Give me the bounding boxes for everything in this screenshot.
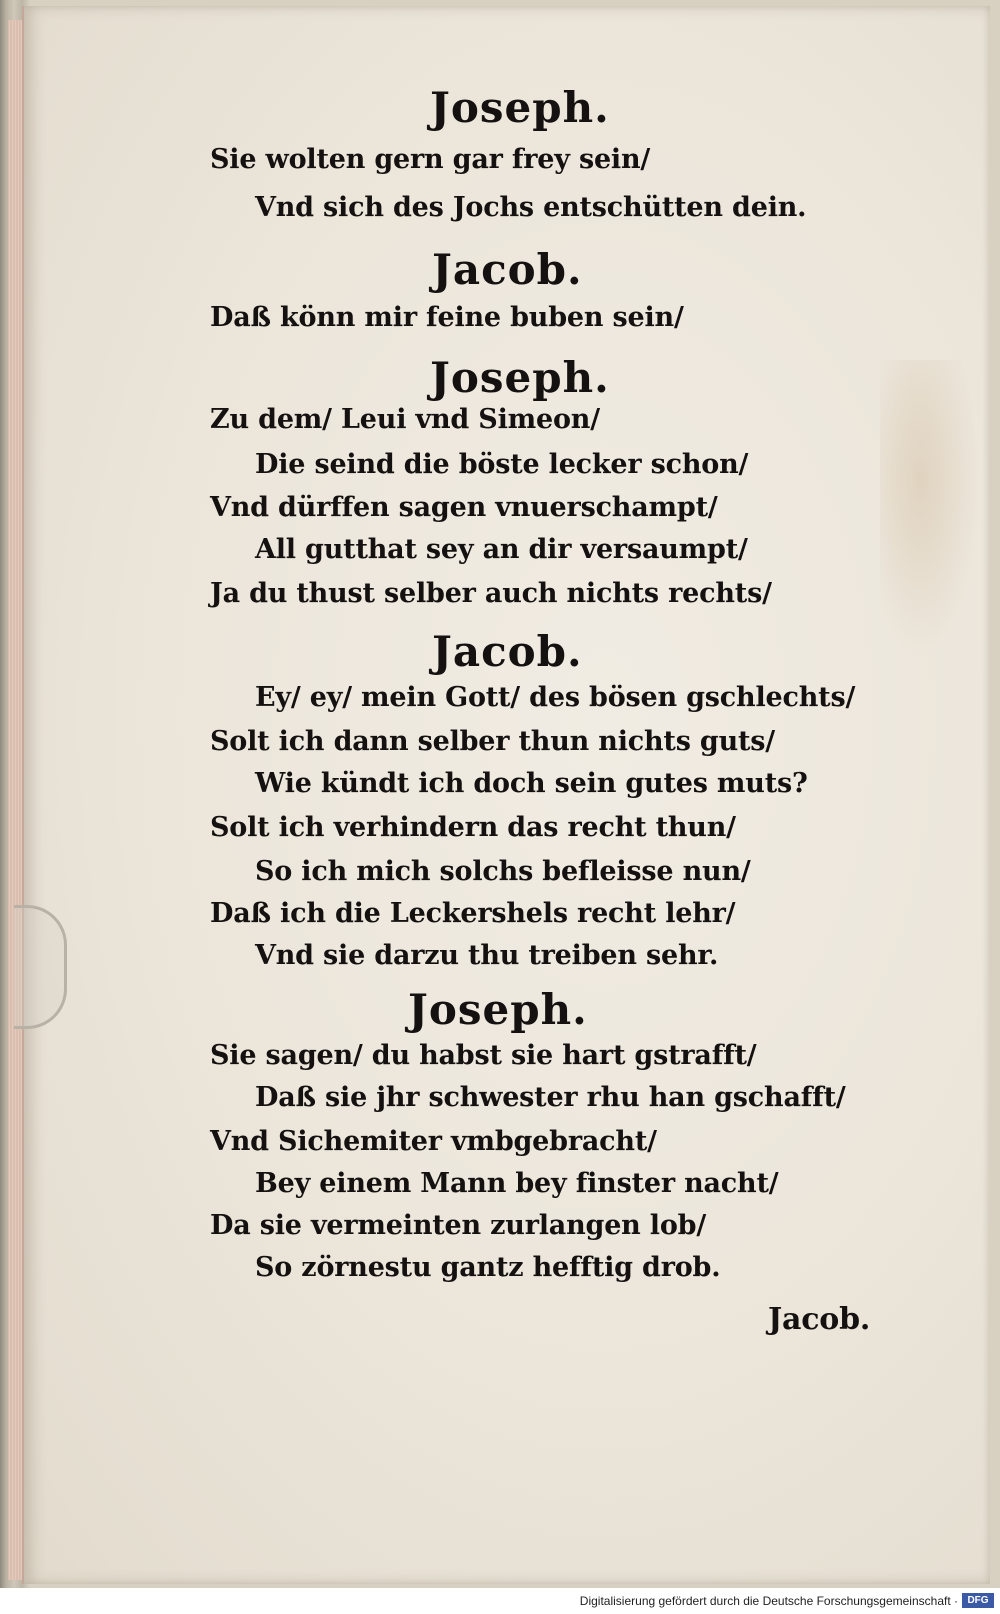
verse-line: Zu dem/ Leui vnd Simeon/: [210, 404, 600, 435]
catchword: Jacob.: [768, 1302, 871, 1337]
verse-line: Vnd dürffen sagen vnuerschampt/: [210, 492, 718, 523]
funding-credit: Digitalisierung gefördert durch die Deutsche Forschungsgemeinschaft ·: [579, 1594, 958, 1608]
verse-line: Solt ich verhindern das recht thun/: [210, 812, 736, 843]
verse-line: So ich mich solchs befleisse nun/: [255, 856, 751, 887]
verse-line: All gutthat sey an dir versaumpt/: [255, 534, 748, 565]
speaker-heading: Jacob.: [432, 627, 583, 676]
speaker-heading: Joseph.: [430, 83, 610, 132]
speaker-heading: Joseph.: [430, 353, 610, 402]
verse-line: Daß könn mir feine buben sein/: [210, 302, 684, 333]
verse-line: Sie wolten gern gar frey sein/: [210, 144, 651, 175]
verse-line: Ey/ ey/ mein Gott/ des bösen gschlechts/: [255, 682, 856, 713]
verse-line: Ja du thust selber auch nichts rechts/: [210, 578, 772, 609]
verse-line: So zörnestu gantz hefftig drob.: [255, 1252, 721, 1283]
verse-line: Sie sagen/ du habst sie hart gstrafft/: [210, 1040, 757, 1071]
verse-line: Da sie vermeinten zurlangen lob/: [210, 1210, 707, 1241]
verse-line: Bey einem Mann bey finster nacht/: [255, 1168, 779, 1199]
verse-line: Solt ich dann selber thun nichts guts/: [210, 726, 775, 757]
verse-line: Die seind die böste lecker schon/: [255, 449, 749, 480]
verse-line: Daß sie jhr schwester rhu han gschafft/: [255, 1082, 846, 1113]
verse-line: Vnd sie darzu thu treiben sehr.: [255, 940, 719, 971]
digitization-footer: [0, 1588, 1000, 1614]
dfg-logo-icon: DFG: [962, 1593, 994, 1608]
speaker-heading: Jacob.: [432, 245, 583, 294]
speaker-heading: Joseph.: [408, 985, 588, 1034]
verse-line: Wie kündt ich doch sein gutes muts?: [255, 768, 808, 799]
verse-line: Vnd sich des Jochs entschütten dein.: [255, 192, 807, 223]
verse-line: Daß ich die Leckershels recht lehr/: [210, 898, 736, 929]
verse-line: Vnd Sichemiter vmbgebracht/: [210, 1126, 657, 1157]
